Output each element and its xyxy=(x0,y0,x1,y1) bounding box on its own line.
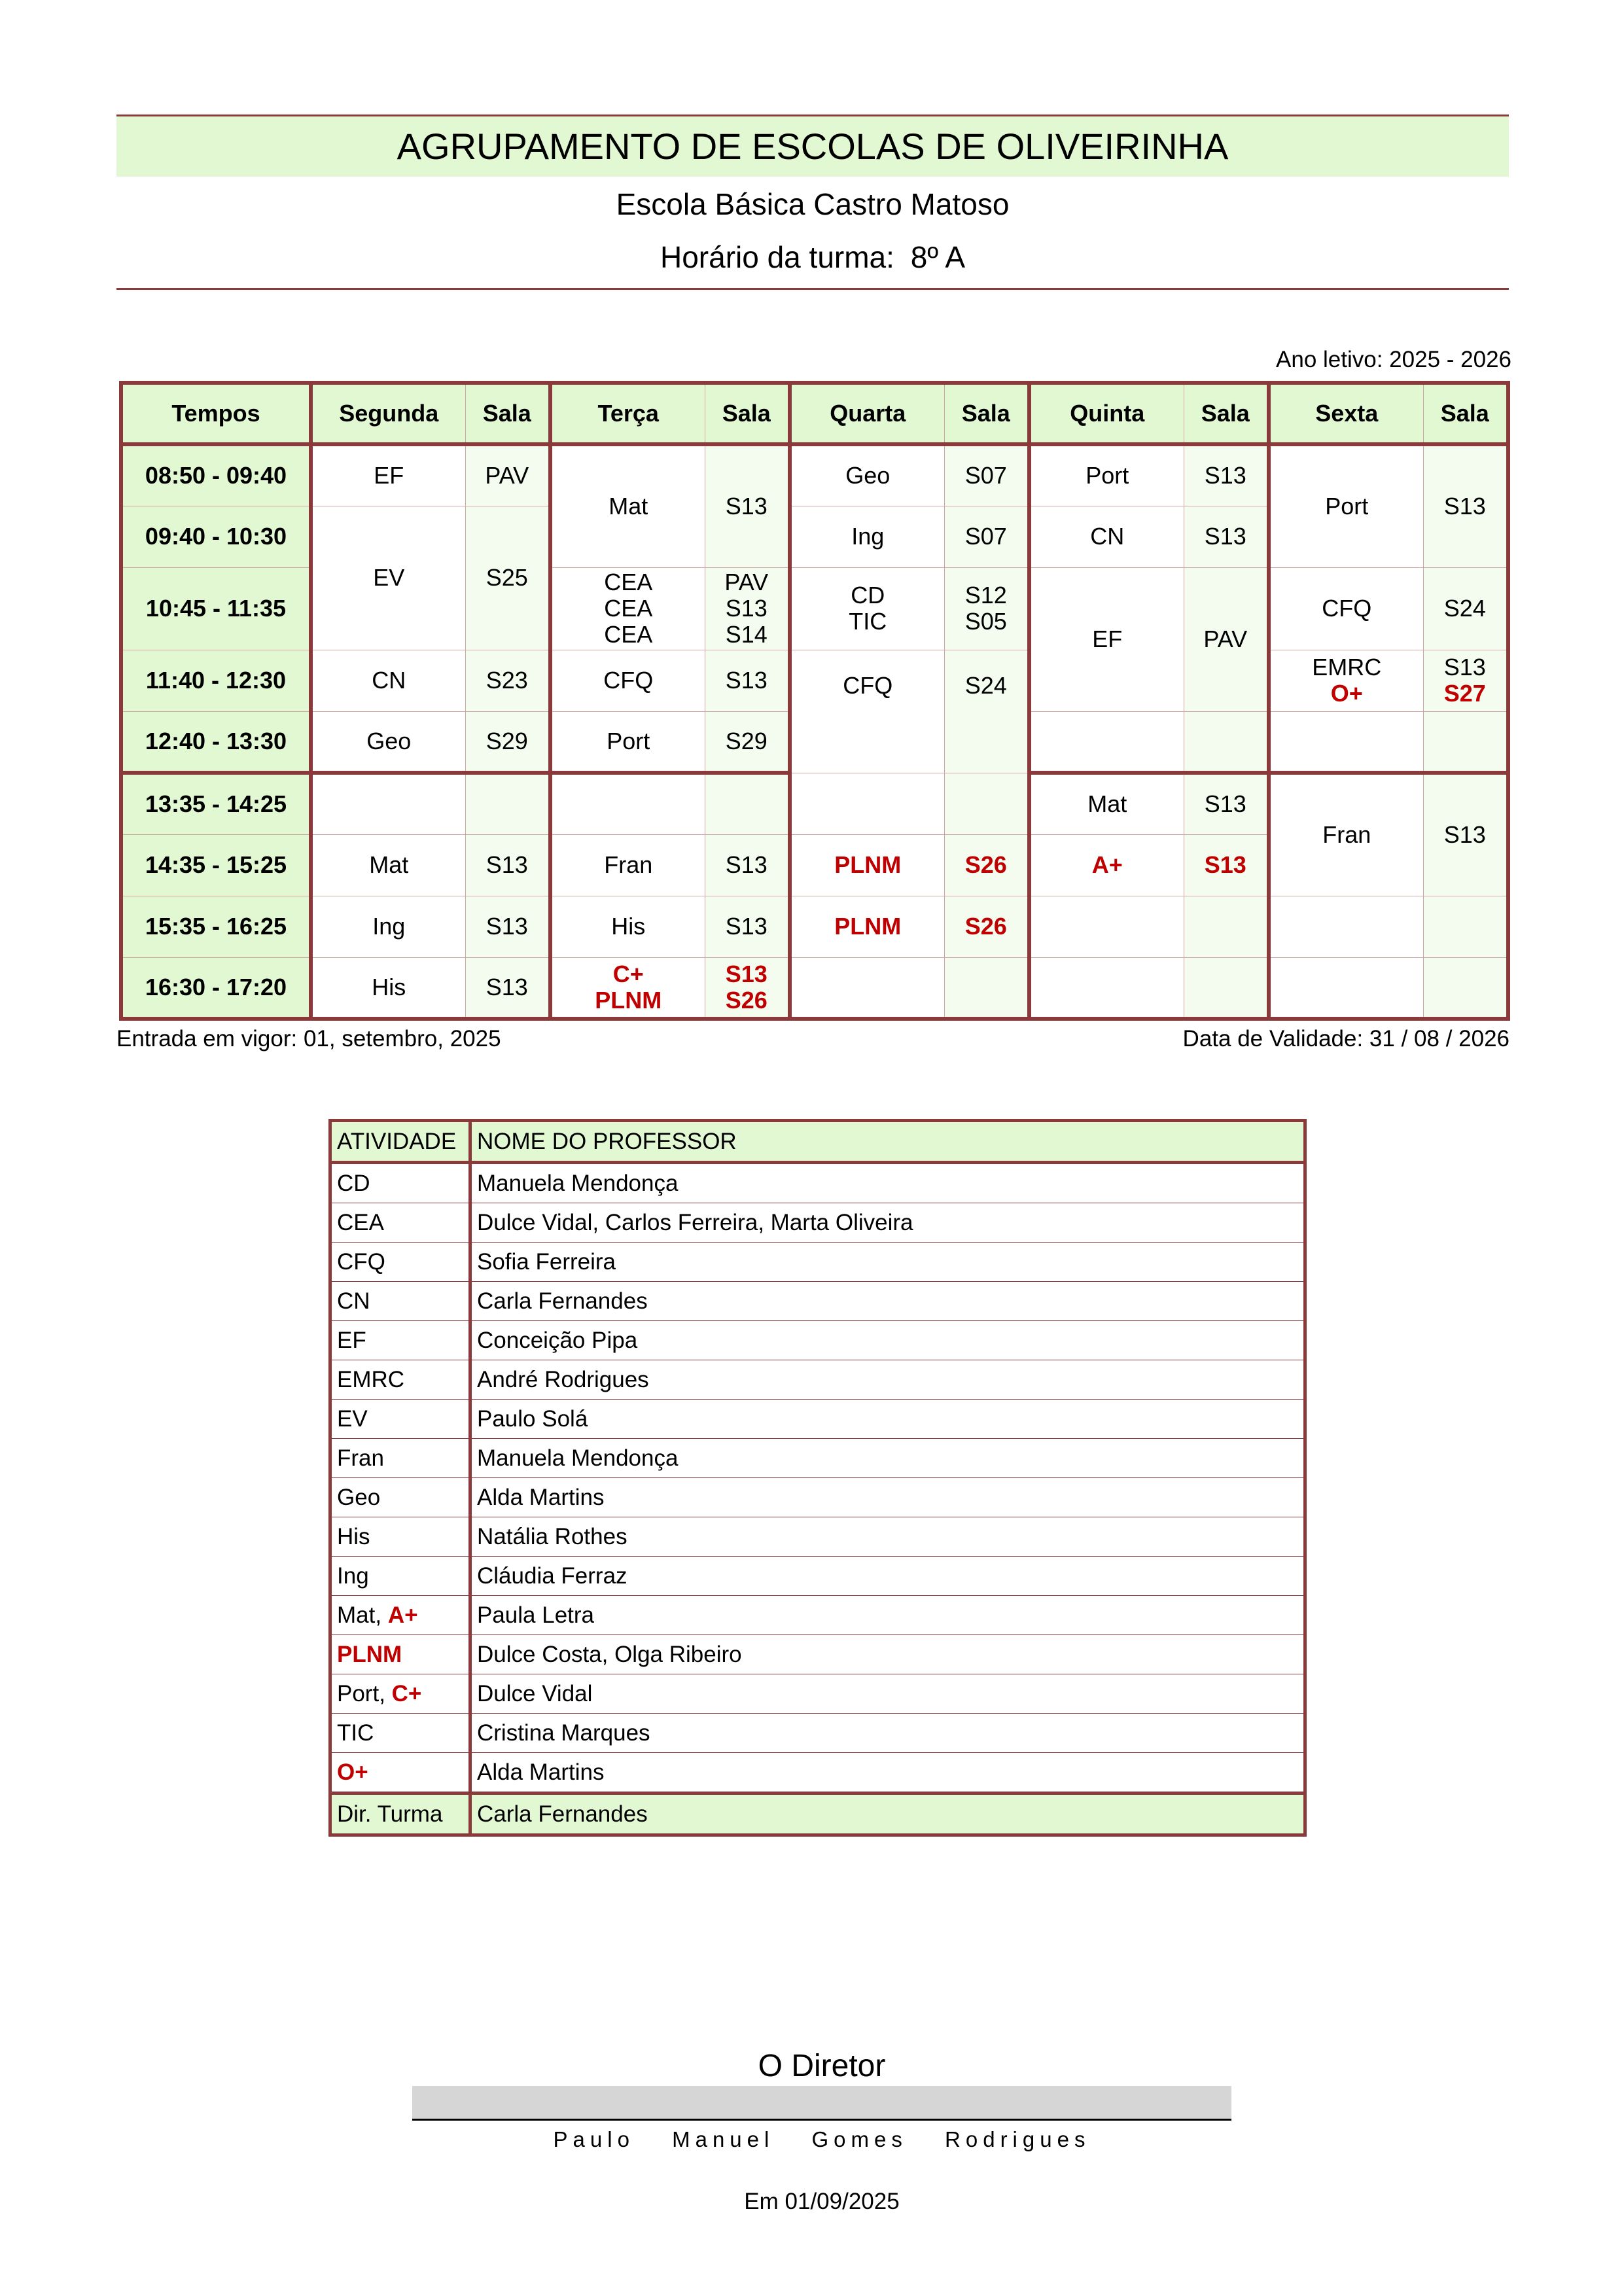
room-cell: S13 xyxy=(465,896,550,957)
subject-cell: CFQ xyxy=(1269,567,1423,650)
page-header xyxy=(116,115,1509,290)
professor-cell: André Rodrigues xyxy=(470,1360,1305,1400)
validity-date: Data de Validade: 31 / 08 / 2026 xyxy=(1182,1026,1509,1051)
room-cell: S24 xyxy=(944,650,1029,773)
subject-cell xyxy=(1269,896,1423,957)
table-row xyxy=(330,1203,1305,1243)
professor-cell: Manuela Mendonça xyxy=(470,1439,1305,1478)
room-cell: PAV xyxy=(1184,567,1269,711)
activity-cell: PLNM xyxy=(330,1635,470,1674)
activity-cell: EMRC xyxy=(330,1360,470,1400)
room-line: S13 xyxy=(725,595,768,622)
room-cell xyxy=(705,773,790,834)
subject-line: CD xyxy=(851,582,885,609)
room-cell: S23 xyxy=(465,650,550,711)
subject-cell: Fran xyxy=(1269,773,1423,896)
activity-extra: C+ xyxy=(391,1680,422,1706)
table-row xyxy=(330,1635,1305,1674)
time-slot: 15:35 - 16:25 xyxy=(121,896,311,957)
table-row xyxy=(330,1321,1305,1360)
room-cell: S13 xyxy=(1184,834,1269,896)
activity-cell: TIC xyxy=(330,1714,470,1753)
room-cell: S13 xyxy=(1423,444,1508,567)
professor-cell: Carla Fernandes xyxy=(470,1282,1305,1321)
professor-cell: Paulo Solá xyxy=(470,1400,1305,1439)
table-row xyxy=(330,1360,1305,1400)
room-cell: S24 xyxy=(1423,567,1508,650)
subject-cell: PLNM xyxy=(790,896,944,957)
room-cell xyxy=(944,957,1029,1019)
signature-date: Em 01/09/2025 xyxy=(744,2189,900,2214)
table-row xyxy=(330,1163,1305,1203)
professors-table xyxy=(328,1119,1307,1837)
col-header-sala: Sala xyxy=(1423,383,1508,444)
schedule-row xyxy=(121,444,1508,506)
room-cell xyxy=(465,773,550,834)
col-header-sala: Sala xyxy=(465,383,550,444)
room-cell xyxy=(1184,957,1269,1019)
table-row xyxy=(330,1753,1305,1793)
class-schedule-title xyxy=(116,232,1509,283)
room-cell: S13 xyxy=(1184,773,1269,834)
table-row xyxy=(330,1674,1305,1714)
professor-cell: Conceição Pipa xyxy=(470,1321,1305,1360)
subject-cell: CN xyxy=(311,650,465,711)
col-header-professor: NOME DO PROFESSOR xyxy=(470,1121,1305,1163)
subject-cell: His xyxy=(550,896,705,957)
activity-cell: EF xyxy=(330,1321,470,1360)
table-row xyxy=(330,1282,1305,1321)
table-row xyxy=(330,1478,1305,1517)
subject-cell: EF xyxy=(311,444,465,506)
col-header-sala: Sala xyxy=(1184,383,1269,444)
professor-cell: Alda Martins xyxy=(470,1478,1305,1517)
activity-text: Port, xyxy=(337,1680,385,1706)
school-year: Ano letivo: 2025 - 2026 xyxy=(1276,347,1511,372)
schedule-row xyxy=(121,773,1508,834)
subject-cell: Geo xyxy=(311,711,465,773)
time-slot: 16:30 - 17:20 xyxy=(121,957,311,1019)
activity-cell: Ing xyxy=(330,1557,470,1596)
subject-cell xyxy=(790,957,944,1019)
dir-turma-label: Dir. Turma xyxy=(330,1793,470,1835)
schedule-row xyxy=(121,896,1508,957)
schedule-header-row xyxy=(121,383,1508,444)
activity-cell xyxy=(330,1674,470,1714)
subject-line: EMRC xyxy=(1312,654,1382,680)
subject-line: C+ xyxy=(612,960,644,987)
room-cell: S25 xyxy=(465,506,550,650)
col-header-quarta: Quarta xyxy=(790,383,944,444)
time-slot: 10:45 - 11:35 xyxy=(121,567,311,650)
dir-turma-name: Carla Fernandes xyxy=(470,1793,1305,1835)
subject-cell: Port xyxy=(550,711,705,773)
header-bottom-rule xyxy=(116,288,1509,290)
room-cell: S26 xyxy=(944,834,1029,896)
subject-cell xyxy=(550,957,705,1019)
room-cell: S13 xyxy=(705,896,790,957)
room-cell xyxy=(1423,957,1508,1019)
subject-cell xyxy=(550,773,705,834)
class-value: 8º A xyxy=(910,240,965,274)
subject-cell: Ing xyxy=(311,896,465,957)
subject-cell xyxy=(1029,957,1184,1019)
room-line: S05 xyxy=(964,608,1007,635)
room-cell xyxy=(944,567,1029,650)
subject-cell: Port xyxy=(1269,444,1423,567)
time-slot: 12:40 - 13:30 xyxy=(121,711,311,773)
room-cell: S07 xyxy=(944,506,1029,567)
activity-cell: Geo xyxy=(330,1478,470,1517)
professor-cell: Dulce Vidal xyxy=(470,1674,1305,1714)
activity-cell: CFQ xyxy=(330,1243,470,1282)
room-cell: S13 xyxy=(1423,773,1508,896)
subject-cell xyxy=(1269,650,1423,711)
time-slot: 14:35 - 15:25 xyxy=(121,834,311,896)
school-group-title: AGRUPAMENTO DE ESCOLAS DE OLIVEIRINHA xyxy=(116,116,1509,177)
dir-turma-row xyxy=(330,1793,1305,1835)
room-cell: S07 xyxy=(944,444,1029,506)
activity-cell: Fran xyxy=(330,1439,470,1478)
activity-cell xyxy=(330,1596,470,1635)
subject-cell: Mat xyxy=(311,834,465,896)
col-header-quinta: Quinta xyxy=(1029,383,1184,444)
room-line: S13 xyxy=(725,960,768,987)
subject-cell: CN xyxy=(1029,506,1184,567)
class-label: Horário da turma: xyxy=(660,240,894,274)
room-cell: S29 xyxy=(465,711,550,773)
school-name: Escola Básica Castro Matoso xyxy=(616,187,1010,221)
subject-cell: His xyxy=(311,957,465,1019)
subject-cell: PLNM xyxy=(790,834,944,896)
room-cell xyxy=(944,773,1029,834)
room-cell: S13 xyxy=(705,444,790,567)
room-line: S14 xyxy=(725,621,768,648)
activity-cell: EV xyxy=(330,1400,470,1439)
professor-cell: Cláudia Ferraz xyxy=(470,1557,1305,1596)
professor-cell: Alda Martins xyxy=(470,1753,1305,1793)
subject-cell: Mat xyxy=(1029,773,1184,834)
room-cell: S13 xyxy=(705,650,790,711)
signature-bar xyxy=(412,2086,1231,2121)
schedule-table xyxy=(119,381,1510,1021)
subject-cell xyxy=(790,773,944,834)
col-header-sala: Sala xyxy=(944,383,1029,444)
subject-line: TIC xyxy=(849,608,887,635)
col-header-sexta: Sexta xyxy=(1269,383,1423,444)
professor-cell: Dulce Vidal, Carlos Ferreira, Marta Oliveira xyxy=(470,1203,1305,1243)
subject-cell: CFQ xyxy=(550,650,705,711)
time-slot: 08:50 - 09:40 xyxy=(121,444,311,506)
room-cell: S13 xyxy=(465,957,550,1019)
room-cell xyxy=(705,567,790,650)
effective-date: Entrada em vigor: 01, setembro, 2025 xyxy=(116,1026,501,1051)
activity-cell: CEA xyxy=(330,1203,470,1243)
schedule-row xyxy=(121,957,1508,1019)
subject-cell: EF xyxy=(1029,567,1184,711)
professor-cell: Dulce Costa, Olga Ribeiro xyxy=(470,1635,1305,1674)
activity-cell: O+ xyxy=(330,1753,470,1793)
professor-cell: Sofia Ferreira xyxy=(470,1243,1305,1282)
director-name: Paulo Manuel Gomes Rodrigues xyxy=(553,2127,1091,2151)
room-cell xyxy=(1423,650,1508,711)
col-header-sala: Sala xyxy=(705,383,790,444)
subject-cell: Geo xyxy=(790,444,944,506)
table-row xyxy=(330,1400,1305,1439)
room-cell: S13 xyxy=(705,834,790,896)
room-line: S27 xyxy=(1443,680,1486,707)
subject-line: CEA xyxy=(604,595,653,622)
room-cell xyxy=(1423,896,1508,957)
table-row xyxy=(330,1243,1305,1282)
room-line: PAV xyxy=(724,569,769,595)
subject-cell xyxy=(550,567,705,650)
room-line: S13 xyxy=(1443,654,1486,680)
room-cell xyxy=(1184,896,1269,957)
subject-line: CEA xyxy=(604,569,653,595)
time-slot: 13:35 - 14:25 xyxy=(121,773,311,834)
room-cell: PAV xyxy=(465,444,550,506)
room-cell xyxy=(1184,711,1269,773)
professor-cell: Cristina Marques xyxy=(470,1714,1305,1753)
room-cell: S13 xyxy=(1184,444,1269,506)
activity-cell: CD xyxy=(330,1163,470,1203)
room-line: S12 xyxy=(964,582,1007,609)
subject-cell: Port xyxy=(1029,444,1184,506)
table-row xyxy=(330,1517,1305,1557)
subject-cell xyxy=(1269,711,1423,773)
room-cell: S29 xyxy=(705,711,790,773)
subject-cell: Mat xyxy=(550,444,705,567)
subject-cell: EV xyxy=(311,506,465,650)
table-row xyxy=(330,1439,1305,1478)
room-cell: S26 xyxy=(944,896,1029,957)
col-header-activity: ATIVIDADE xyxy=(330,1121,470,1163)
table-row xyxy=(330,1714,1305,1753)
professor-cell: Natália Rothes xyxy=(470,1517,1305,1557)
activity-cell: CN xyxy=(330,1282,470,1321)
schedule-row xyxy=(121,650,1508,711)
col-header-segunda: Segunda xyxy=(311,383,465,444)
professor-cell: Paula Letra xyxy=(470,1596,1305,1635)
professor-cell: Manuela Mendonça xyxy=(470,1163,1305,1203)
subject-cell xyxy=(1029,896,1184,957)
subject-line: CEA xyxy=(604,621,653,648)
subject-cell xyxy=(1269,957,1423,1019)
col-header-tempos: Tempos xyxy=(121,383,311,444)
professors-header-row xyxy=(330,1121,1305,1163)
table-row xyxy=(330,1557,1305,1596)
subject-cell xyxy=(1029,711,1184,773)
subject-cell: Ing xyxy=(790,506,944,567)
activity-extra: A+ xyxy=(387,1602,418,1628)
subject-cell xyxy=(311,773,465,834)
subject-cell: CFQ xyxy=(790,650,944,773)
subject-cell: A+ xyxy=(1029,834,1184,896)
subject-cell xyxy=(790,567,944,650)
subject-line: PLNM xyxy=(595,986,662,1014)
director-signature-block xyxy=(412,2047,1231,2215)
subject-line: O+ xyxy=(1330,680,1363,707)
room-line: S26 xyxy=(725,986,768,1014)
time-slot: 09:40 - 10:30 xyxy=(121,506,311,567)
table-row xyxy=(330,1596,1305,1635)
room-cell xyxy=(1423,711,1508,773)
room-cell: S13 xyxy=(465,834,550,896)
activity-text: Mat, xyxy=(337,1602,382,1628)
room-cell: S13 xyxy=(1184,506,1269,567)
activity-cell: His xyxy=(330,1517,470,1557)
col-header-terca: Terça xyxy=(550,383,705,444)
time-slot: 11:40 - 12:30 xyxy=(121,650,311,711)
subject-cell: Fran xyxy=(550,834,705,896)
director-title: O Diretor xyxy=(758,2049,886,2083)
room-cell xyxy=(705,957,790,1019)
